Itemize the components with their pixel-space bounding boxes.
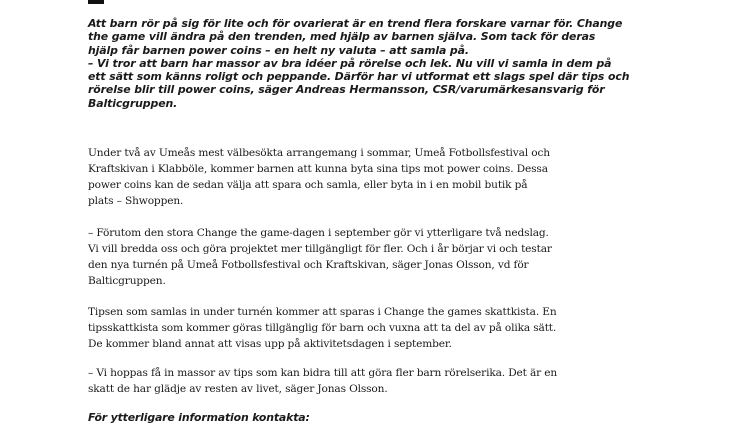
body-line: – Vi hoppas få in massor av tips som kan bidra till att göra fler barn rörelserika. Det är en [88, 367, 558, 379]
page-corner-mark [88, 0, 104, 4]
lead-line: the game vill ändra på den trenden, med hjälp av barnen själva. Som tack för deras [88, 30, 596, 44]
lead-line: ett sätt som känns roligt och peppande. Därför har vi utformat ett slags spel där tips och [88, 70, 630, 84]
body-line: power coins kan de sedan välja att spara och samla, eller byta in i en mobil butik på [88, 178, 528, 191]
body-line: Tipsen som samlas in under turnén kommer att sparas i Change the games skattkista. En [88, 306, 557, 318]
body-paragraph-events [88, 146, 668, 210]
body-line: Balticgruppen. [88, 274, 166, 287]
body-paragraph-treasure-chest [88, 305, 668, 353]
body-paragraph-quote-olsson [88, 226, 668, 290]
body-line: den nya turnén på Umeå Fotbollsfestival och Kraftskivan, säger Jonas Olsson, vd för [88, 258, 529, 271]
contact-heading [88, 410, 668, 426]
lead-line: hjälp får barnen power coins – en helt ny valuta – att samla på. [88, 43, 469, 57]
body-line: skatt de har glädje av resten av livet, säger Jonas Olsson. [88, 382, 388, 395]
body-line: Kraftskivan i Klabböle, kommer barnen att kunna byta sina tips mot power coins. Dessa [88, 162, 548, 175]
body-line: Vi vill bredda oss och göra projektet mer tillgängligt för fler. Och i år börjar vi och testar [88, 242, 552, 255]
body-line: tipsskattkista som kommer göras tillgänglig för barn och vuxna att ta del av på olika sätt. [88, 321, 557, 334]
lead-line: – Vi tror att barn har massor av bra idéer på rörelse och lek. Nu vill vi samla in dem på [88, 56, 612, 70]
lead-line: Att barn rör på sig för lite och för ovarierat är en trend flera forskare varnar för. Change [88, 17, 623, 30]
body-paragraph-closing-quote [88, 366, 668, 398]
lead-line: rörelse blir till power coins, säger Andreas Hermansson, CSR/varumärkesansvarig för [88, 83, 605, 97]
lead-line: Balticgruppen. [88, 96, 178, 110]
body-line: Under två av Umeås mest välbesökta arrangemang i sommar, Umeå Fotbollsfestival och [88, 147, 550, 159]
body-line: – Förutom den stora Change the game-dagen i september gör vi ytterligare två nedslag. [88, 227, 549, 239]
lead-paragraph [88, 17, 668, 110]
body-line: De kommer bland annat att visas upp på aktivitetsdagen i september. [88, 337, 452, 350]
body-line: plats – Shwoppen. [88, 194, 184, 207]
body-line: För ytterligare information kontakta: [88, 411, 310, 424]
